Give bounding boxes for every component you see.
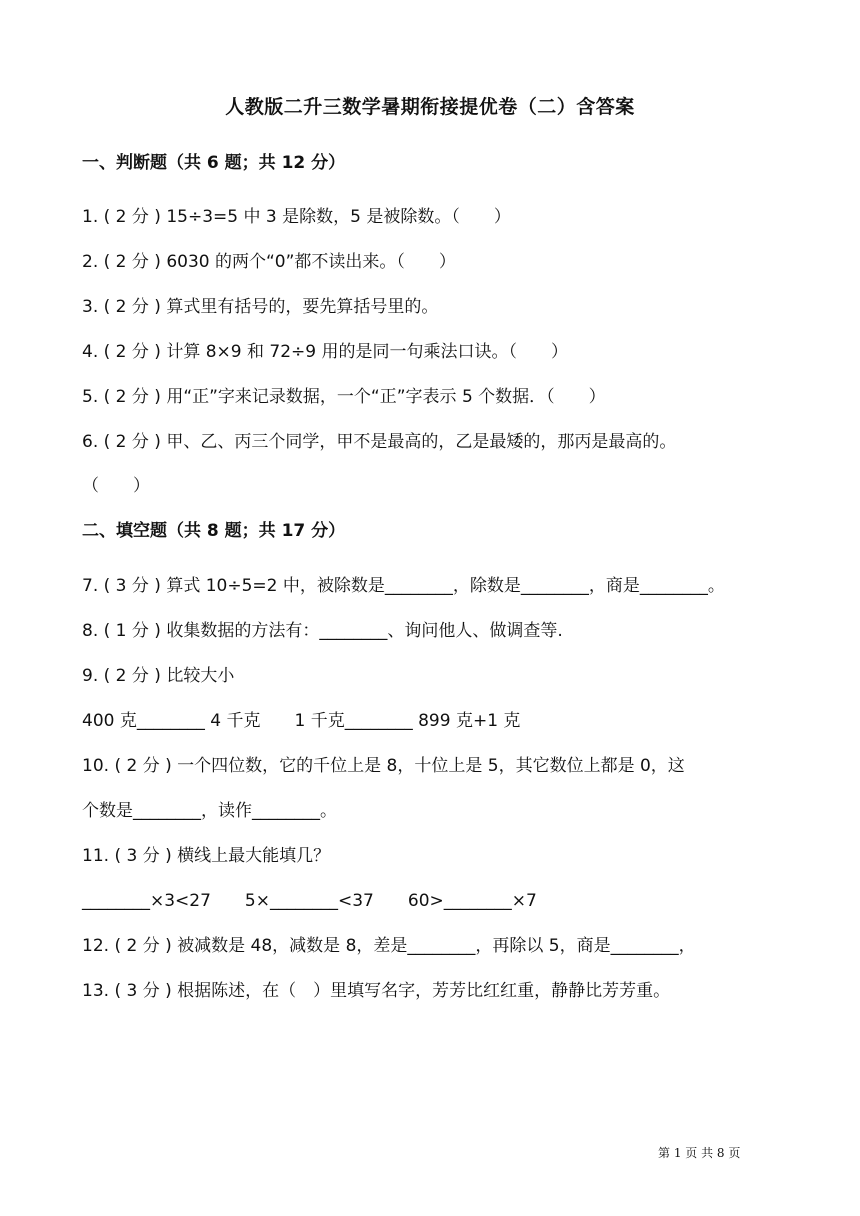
question-2: 2. ( 2 分 ) 6030 的两个“0”都不读出来。（ ） <box>82 252 456 272</box>
question-9-items: 400 克________ 4 千克 1 千克________ 899 克+1 克 <box>82 711 521 731</box>
document-title: 人教版二升三数学暑期衔接提优卷（二）含答案 <box>225 96 635 118</box>
page-footer: 第 1 页 共 8 页 <box>658 1146 741 1160</box>
question-11-items: ________×3<27 5×________<37 60>________×7 <box>82 891 537 911</box>
question-7: 7. ( 3 分 ) 算式 10÷5=2 中，被除数是________，除数是________，商是________。 <box>82 576 725 596</box>
question-1: 1. ( 2 分 ) 15÷3=5 中 3 是除数，5 是被除数。（ ） <box>82 207 511 227</box>
question-13: 13. ( 3 分 ) 根据陈述，在（ ）里填写名字，芳芳比红红重，静静比芳芳重。 <box>82 981 671 1001</box>
question-11: 11. ( 3 分 ) 横线上最大能填几？ <box>82 846 331 866</box>
section-heading-fill-blank: 二、填空题（共 8 题；共 17 分） <box>82 521 346 541</box>
question-6: 6. ( 2 分 ) 甲、乙、丙三个同学，甲不是最高的，乙是最矮的，那丙是最高的。 <box>82 432 677 452</box>
section-heading-true-false: 一、判断题（共 6 题；共 12 分） <box>82 153 346 173</box>
question-6-continuation: （ ） <box>82 476 150 496</box>
question-3: 3. ( 2 分 ) 算式里有括号的，要先算括号里的。 <box>82 297 439 317</box>
question-12: 12. ( 2 分 ) 被减数是 48，减数是 8，差是________，再除以 5，商是________， <box>82 936 696 956</box>
question-10-continuation: 个数是________，读作________。 <box>82 801 337 821</box>
question-4: 4. ( 2 分 ) 计算 8×9 和 72÷9 用的是同一句乘法口诀。（ ） <box>82 342 569 362</box>
question-8: 8. ( 1 分 ) 收集数据的方法有：________、询问他人、做调查等. <box>82 621 563 641</box>
question-9: 9. ( 2 分 ) 比较大小 <box>82 666 235 686</box>
question-10: 10. ( 2 分 ) 一个四位数，它的千位上是 8，十位上是 5，其它数位上都是 0，这 <box>82 756 685 776</box>
question-5: 5. ( 2 分 ) 用“正”字来记录数据，一个“正”字表示 5 个数据．（ ） <box>82 387 606 407</box>
